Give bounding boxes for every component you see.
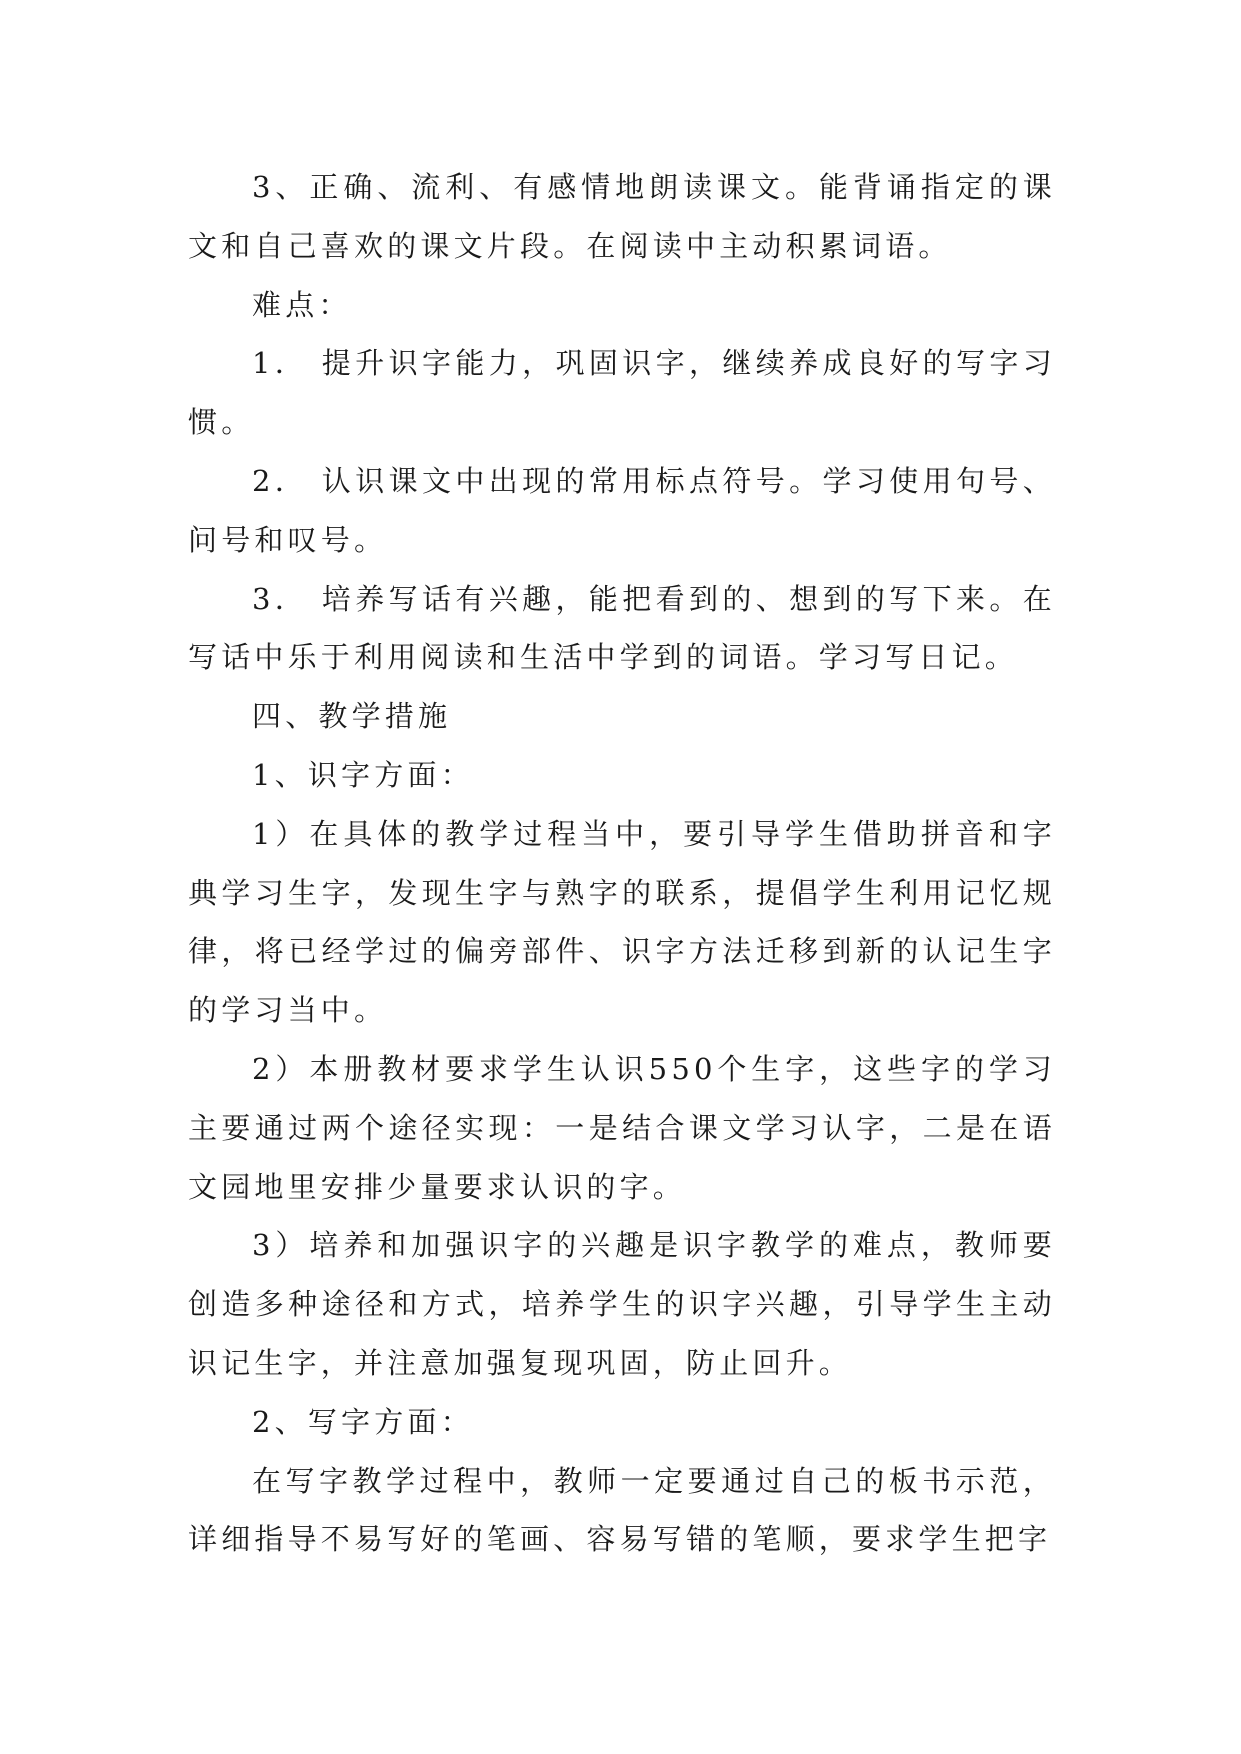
- document-body: [188, 158, 1056, 1569]
- heading-teaching-measures: 四、教学措施: [252, 699, 452, 734]
- heading-writing: 2、写字方面：: [252, 1404, 474, 1439]
- paragraph-difficulty-2: 2． 认识课文中出现的常用标点符号。学习使用句号、问号和叹号。: [188, 463, 1056, 557]
- paragraph-difficulty-1: 1． 提升识字能力，巩固识字，继续养成良好的写字习惯。: [188, 346, 1056, 440]
- paragraph-difficulty-3: 3． 培养写话有兴趣，能把看到的、想到的写下来。在写话中乐于利用阅读和生活中学到的词语。学习写日记。: [188, 581, 1056, 675]
- heading-literacy: 1、识字方面：: [252, 757, 474, 792]
- paragraph-literacy-3: 3）培养和加强识字的兴趣是识字教学的难点，教师要创造多种途径和方式，培养学生的识字兴趣，引导学生主动识记生字，并注意加强复现巩固，防止回升。: [188, 1228, 1056, 1380]
- paragraph-literacy-1: 1）在具体的教学过程当中，要引导学生借助拼音和字典学习生字，发现生字与熟字的联系，提倡学生利用记忆规律，将已经学过的偏旁部件、识字方法迁移到新的认记生字的学习当中。: [188, 816, 1056, 1028]
- paragraph-literacy-2: 2）本册教材要求学生认识550个生字，这些字的学习主要通过两个途径实现：一是结合课文学习认字，二是在语文园地里安排少量要求认识的字。: [188, 1051, 1056, 1204]
- paragraph-writing: 在写字教学过程中，教师一定要通过自己的板书示范，详细指导不易写好的笔画、容易写错的笔顺，要求学生把字: [188, 1463, 1056, 1557]
- heading-difficulties: 难点：: [252, 287, 352, 322]
- paragraph-goal-3: 3、正确、流利、有感情地朗读课文。能背诵指定的课文和自己喜欢的课文片段。在阅读中主动积累词语。: [188, 170, 1056, 263]
